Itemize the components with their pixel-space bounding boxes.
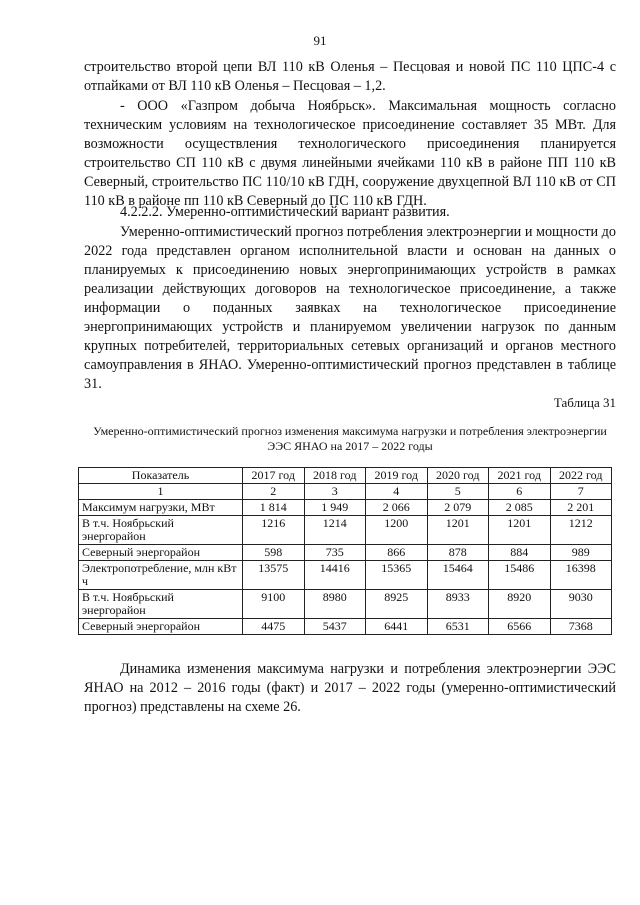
table-header-cell: 2019 год [366,468,428,484]
forecast-table [78,467,612,635]
table-row [79,561,612,590]
table-cell: 5437 [304,619,366,635]
table-index-cell: 6 [489,484,551,500]
section-heading [84,203,616,222]
table-cell: 866 [366,545,428,561]
table-cell: 8925 [366,590,428,619]
table-cell: 1214 [304,516,366,545]
table-cell: 2 066 [366,500,428,516]
table-cell: 15464 [427,561,489,590]
paragraph-1-text: строительство второй цепи ВЛ 110 кВ Оленья – Песцовая и новой ПС 110 ЦПС-4 с отпайками от ВЛ 110 кВ Оленья – Песцовая – 1,2. [84,59,616,94]
table-cell: 6441 [366,619,428,635]
table-row-label: Северный энергорайон [79,545,243,561]
table-cell: 6566 [489,619,551,635]
table-cell: 1216 [243,516,305,545]
table-cell: 1212 [550,516,612,545]
table-cell: 16398 [550,561,612,590]
paragraph-2 [84,97,616,211]
table-cell: 735 [304,545,366,561]
table-cell: 15486 [489,561,551,590]
table-header-cell: 2022 год [550,468,612,484]
table-row [79,590,612,619]
table-cell: 15365 [366,561,428,590]
table-cell: 8980 [304,590,366,619]
page-number: 91 [313,33,327,48]
table-cell: 9100 [243,590,305,619]
table-cell: 9030 [550,590,612,619]
table-cell: 8920 [489,590,551,619]
table-cell: 13575 [243,561,305,590]
table-cell: 878 [427,545,489,561]
table-row [79,500,612,516]
table-header-cell: 2021 год [489,468,551,484]
table-cell: 7368 [550,619,612,635]
table-cell: 4475 [243,619,305,635]
paragraph-1 [84,58,616,96]
table-index-cell: 3 [304,484,366,500]
paragraph-5-text: Динамика изменения максимума нагрузки и потребления электроэнергии ЭЭС ЯНАО на 2012 – 2016 годы (факт) и 2017 – 2022 годы (умеренно-оптимистический прогноз) представлены на схеме 26. [84,661,616,715]
table-cell: 2 085 [489,500,551,516]
table-caption: Умеренно-оптимистический прогноз изменения максимума нагрузки и потребления электроэнергии ЭЭС ЯНАО на 2017 – 2022 годы [93,424,607,453]
table-row-label: В т.ч. Ноябрьский энергорайон [79,516,243,545]
table-index-cell: 4 [366,484,428,500]
paragraph-5 [84,660,616,717]
table-header-cell: 2018 год [304,468,366,484]
table-index-cell: 2 [243,484,305,500]
table-cell: 1200 [366,516,428,545]
table-cell: 1 949 [304,500,366,516]
table-cell: 989 [550,545,612,561]
table-index-cell: 1 [79,484,243,500]
table-cell: 884 [489,545,551,561]
paragraph-4 [84,223,616,394]
table-row-label: В т.ч. Ноябрьский энергорайон [79,590,243,619]
table-cell: 598 [243,545,305,561]
table-cell: 1201 [427,516,489,545]
table-row [79,619,612,635]
table-cell: 1201 [489,516,551,545]
paragraph-2-text: - ООО «Газпром добыча Ноябрьск». Максимальная мощность согласно техническим условиям на технологическое присоединение составляет 35 МВт. Для возможности осуществления технологического присоединения планируется строительство СП 110 кВ с двумя линейными ячейками 110 кВ в районе ПП 110 кВ Северный, строительство ПС 110/10 кВ ГДН, сооружение двухцепной ВЛ 110 кВ от СП 110 кВ в районе пп 110 кВ Северный до ПС 110 кВ ГДН. [84,98,616,209]
table-cell: 2 201 [550,500,612,516]
table-index-row [79,484,612,500]
table-cell: 2 079 [427,500,489,516]
table-row-label: Электропотребление, млн кВт ч [79,561,243,590]
table-header-row [79,468,612,484]
table-index-cell: 7 [550,484,612,500]
table-header-cell: 2017 год [243,468,305,484]
table-row [79,516,612,545]
section-heading-text: 4.2.2.2. Умеренно-оптимистический вариант развития. [120,204,450,220]
table-cell: 14416 [304,561,366,590]
paragraph-4-text: Умеренно-оптимистический прогноз потребления электроэнергии и мощности до 2022 года представлен органом исполнительной власти и основан на данных о планируемых к присоединению новых энергопринимающих устройств в рамках реализации действующих договоров на технологическое присоединение, а также информации о поданных заявках на технологическое присоединение энергопринимающих устройств и планируемом увеличении нагрузок по данным крупных потребителей, территориальных сетевых организаций и органов местного самоуправления в ЯНАО. Умеренно-оптимистический прогноз представлен в таблице 31. [84,224,616,392]
table-cell: 8933 [427,590,489,619]
table-index-cell: 5 [427,484,489,500]
table-cell: 1 814 [243,500,305,516]
table-label: Таблица 31 [553,395,616,410]
table-header-cell: 2020 год [427,468,489,484]
table-header-cell: Показатель [79,468,243,484]
table-row [79,545,612,561]
table-cell: 6531 [427,619,489,635]
table-row-label: Северный энергорайон [79,619,243,635]
table-row-label: Максимум нагрузки, МВт [79,500,243,516]
